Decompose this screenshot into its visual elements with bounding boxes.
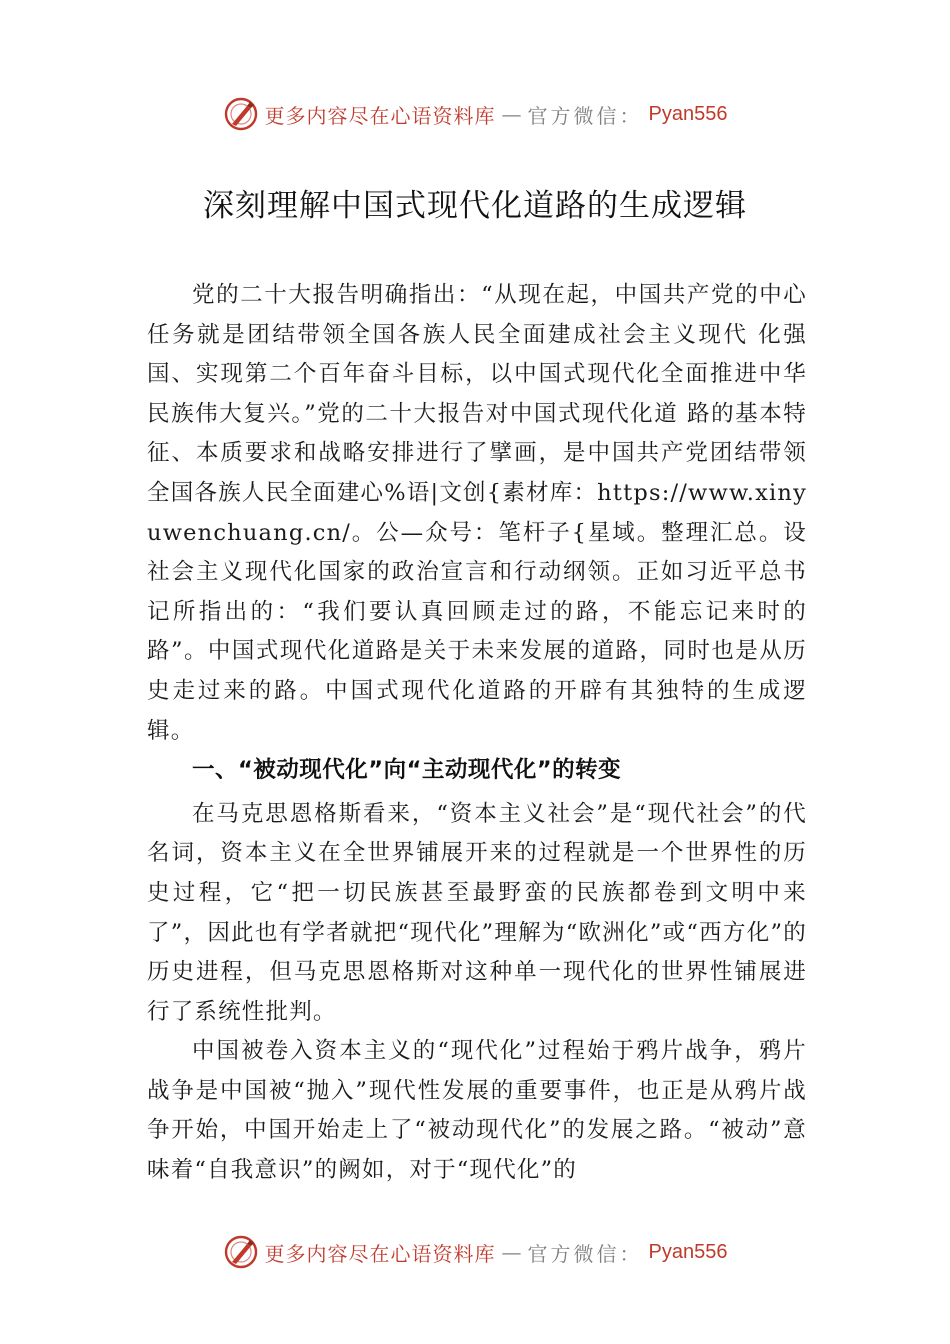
document-title: 深刻理解中国式现代化道路的生成逻辑 bbox=[203, 188, 747, 224]
header-banner bbox=[0, 94, 950, 134]
document-body bbox=[147, 276, 807, 1191]
paragraph-intro: 党的二十大报告明确指出：“从现在起，中国共产党的中心任务就是团结带领全国各族人民全面建成社会主义现代 化强国、实现第二个百年奋斗目标，以中国式现代化全面推进中华民族伟大复兴。”党的二十大报告对中国式现代化道 路的基本特征、本质要求和战略安排进行了擘画，是中国共产党团结带领全国各族人民全面建心%语|文创{素材库：https://www.xinyuwenchuang.cn/。公—众号：笔杆子{星域。整理汇总。设社会主义现代化国家的政治宣言和行动纲领。正如习近平总书记所指出的：“我们要认真回顾走过的路，不能忘记来时的路”。中国式现代化道路是关于未来发展的道路，同时也是从历史走过来的路。中国式现代化道路的开辟有其独特的生成逻辑。 bbox=[147, 282, 807, 744]
banner-wechat-id: Pyan556 bbox=[648, 1240, 728, 1263]
banner-wechat-label: 官方微信： bbox=[527, 1241, 643, 1266]
pen-seal-logo-icon bbox=[223, 1234, 259, 1270]
banner-slogan: 更多内容尽在心语资料库 bbox=[264, 103, 496, 128]
paragraph-section1-a: 在马克思恩格斯看来，“资本主义社会”是“现代社会”的代名词，资本主义在全世界铺展开来的过程就是一个世界性的历史过程，它“把一切民族甚至最野蛮的民族都卷到文明中来了”，因此也有学者就把“现代化”理解为“欧洲化”或“西方化”的历史进程，但马克思恩格斯对这种单一现代化的世界性铺展进行了系统性批判。 bbox=[147, 800, 807, 1025]
paragraph-section1-b: 中国被卷入资本主义的“现代化”过程始于鸦片战争，鸦片战争是中国被“抛入”现代性发展的重要事件，也正是从鸦片战争开始，中国开始走上了“被动现代化”的发展之路。“被动”意味着“自我意识”的阙如，对于“现代化”的 bbox=[147, 1038, 807, 1184]
footer-banner bbox=[0, 1232, 950, 1272]
banner-wechat-id: Pyan556 bbox=[648, 102, 728, 125]
section-heading-1: 一、“被动现代化”向“主动现代化”的转变 bbox=[192, 757, 622, 784]
banner-separator: — bbox=[501, 1240, 522, 1264]
banner-wechat-label: 官方微信： bbox=[527, 103, 643, 128]
pen-seal-logo-icon bbox=[223, 96, 259, 132]
banner-slogan: 更多内容尽在心语资料库 bbox=[264, 1241, 496, 1266]
banner-separator: — bbox=[501, 102, 522, 126]
